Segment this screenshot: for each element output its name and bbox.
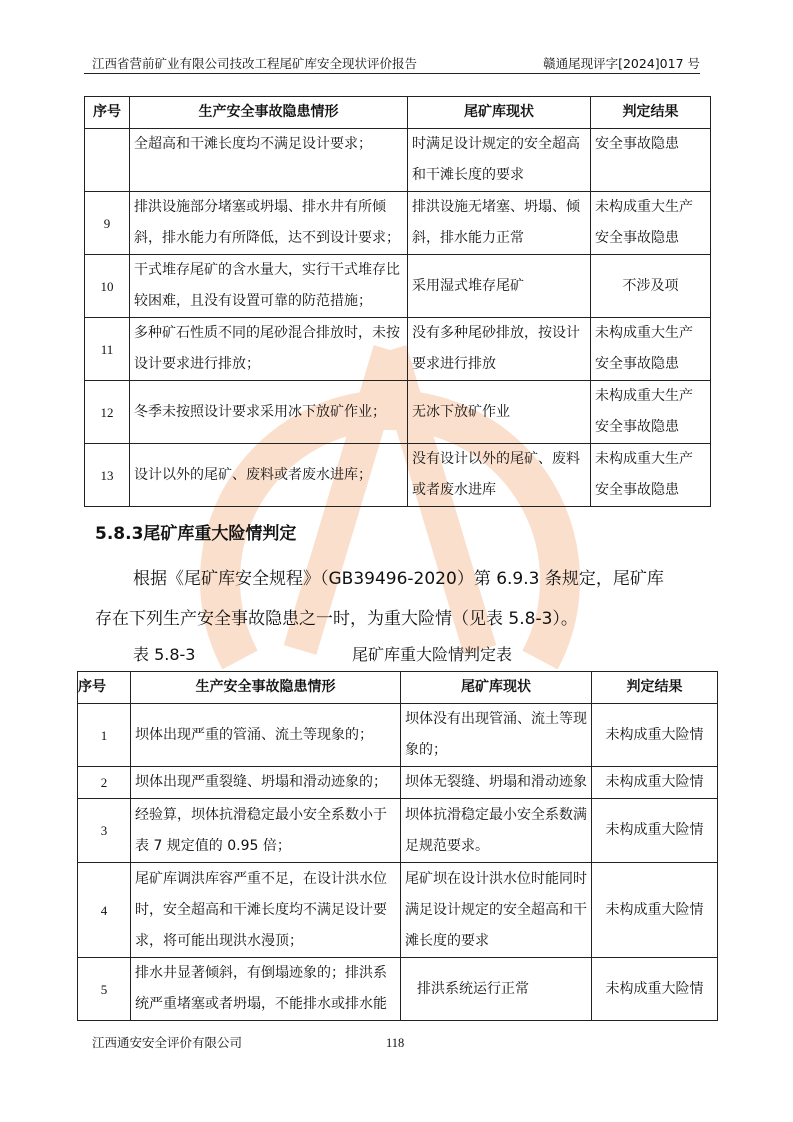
table-header-row [78,672,718,704]
row-status: 时满足设计规定的安全超高和干滩长度的要求 [408,129,591,192]
col-header-no: 序号 [78,672,131,704]
row-result: 未构成重大险情 [592,863,718,958]
row-no: 5 [78,958,131,1021]
row-situation: 全超高和干滩长度均不满足设计要求； [130,129,408,192]
row-status: 坝体抗滑稳定最小安全系数满足规范要求。 [401,799,592,863]
row-no: 13 [85,444,130,507]
row-result: 未构成重大生产安全事故隐患 [591,444,711,507]
row-no [85,129,130,192]
table-row [85,444,711,507]
row-no: 2 [78,767,131,799]
paragraph-line-1: 根据《尾矿库安全规程》（GB39496-2020）第 6.9.3 条规定，尾矿库 [133,569,664,589]
table-row [85,129,711,192]
table-header-row [85,97,711,129]
row-status: 尾矿坝在设计洪水位时能同时满足设计规定的安全超高和干滩长度的要求 [401,863,592,958]
hazard-table [84,96,711,507]
row-no: 10 [85,255,130,318]
row-status: 没有多种尾砂排放，按设计要求进行排放 [408,318,591,381]
header-doc-number: 赣通尾现评字[2024]017 号 [543,56,700,71]
table-row [78,767,718,799]
col-header-no: 序号 [85,97,130,129]
row-situation: 排洪设施部分堵塞或坍塌、排水井有所倾斜，排水能力有所降低，达不到设计要求； [130,192,408,255]
header-title: 江西省营前矿业有限公司技改工程尾矿库安全现状评价报告 [92,56,418,71]
page-footer [0,1035,793,1051]
page-number: 118 [386,1036,405,1050]
major-danger-table [77,671,718,1021]
table-row [78,958,718,1021]
paragraph-line-2: 存在下列生产安全事故隐患之一时，为重大险情（见表 5.8-3）。 [95,609,578,629]
row-situation: 冬季未按照设计要求采用冰下放矿作业； [130,381,408,444]
row-result: 未构成重大险情 [592,704,718,767]
section-heading: 5.8.3尾矿库重大险情判定 [95,524,297,544]
col-header-situation: 生产安全事故隐患情形 [130,97,408,129]
table-row [78,704,718,767]
header-divider [84,73,700,74]
table-row [85,318,711,381]
row-result: 未构成重大险情 [592,799,718,863]
row-situation: 多种矿石性质不同的尾砂混合排放时，未按设计要求进行排放； [130,318,408,381]
row-situation: 坝体出现严重的管涌、流土等现象的； [131,704,401,767]
row-no: 11 [85,318,130,381]
row-result: 未构成重大生产安全事故隐患 [591,381,711,444]
row-no: 3 [78,799,131,863]
row-status: 无冰下放矿作业 [408,381,591,444]
row-situation: 排水井显著倾斜，有倒塌迹象的；排洪系统严重堵塞或者坍塌，不能排水或排水能 [131,958,401,1021]
row-result: 安全事故隐患 [591,129,711,192]
table-row [85,192,711,255]
row-status: 坝体没有出现管涌、流土等现象的； [401,704,592,767]
row-situation: 尾矿库调洪库容严重不足，在设计洪水位时，安全超高和干滩长度均不满足设计要求，将可能出现洪水漫顶； [131,863,401,958]
row-no: 12 [85,381,130,444]
row-result: 不涉及项 [591,255,711,318]
col-header-status: 尾矿库现状 [401,672,592,704]
page-header [92,56,700,72]
table-row [78,863,718,958]
table-caption-row [0,643,793,667]
table-row [85,255,711,318]
row-situation: 干式堆存尾矿的含水量大，实行干式堆存比较困难，且没有设置可靠的防范措施； [130,255,408,318]
row-status: 排洪设施无堵塞、坍塌、倾斜，排水能力正常 [408,192,591,255]
footer-company: 江西通安安全评价有限公司 [92,1035,243,1050]
table-row [78,799,718,863]
row-status: 排洪系统运行正常 [401,958,592,1021]
row-situation: 设计以外的尾矿、废料或者废水进库； [130,444,408,507]
row-status: 坝体无裂缝、坍塌和滑动迹象 [401,767,592,799]
row-no: 4 [78,863,131,958]
row-situation: 坝体出现严重裂缝、坍塌和滑动迹象的； [131,767,401,799]
row-result: 未构成重大生产安全事故隐患 [591,318,711,381]
row-situation: 经验算，坝体抗滑稳定最小安全系数小于表 7 规定值的 0.95 倍； [131,799,401,863]
row-result: 未构成重大生产安全事故隐患 [591,192,711,255]
table-number: 表 5.8-3 [133,645,196,664]
col-header-result: 判定结果 [592,672,718,704]
row-result: 未构成重大险情 [592,958,718,1021]
row-no: 1 [78,704,131,767]
row-status: 采用湿式堆存尾矿 [408,255,591,318]
row-no: 9 [85,192,130,255]
col-header-situation: 生产安全事故隐患情形 [131,672,401,704]
table-caption: 尾矿库重大险情判定表 [352,645,513,664]
row-status: 没有设计以外的尾矿、废料或者废水进库 [408,444,591,507]
col-header-status: 尾矿库现状 [408,97,591,129]
row-result: 未构成重大险情 [592,767,718,799]
col-header-result: 判定结果 [591,97,711,129]
table-row [85,381,711,444]
